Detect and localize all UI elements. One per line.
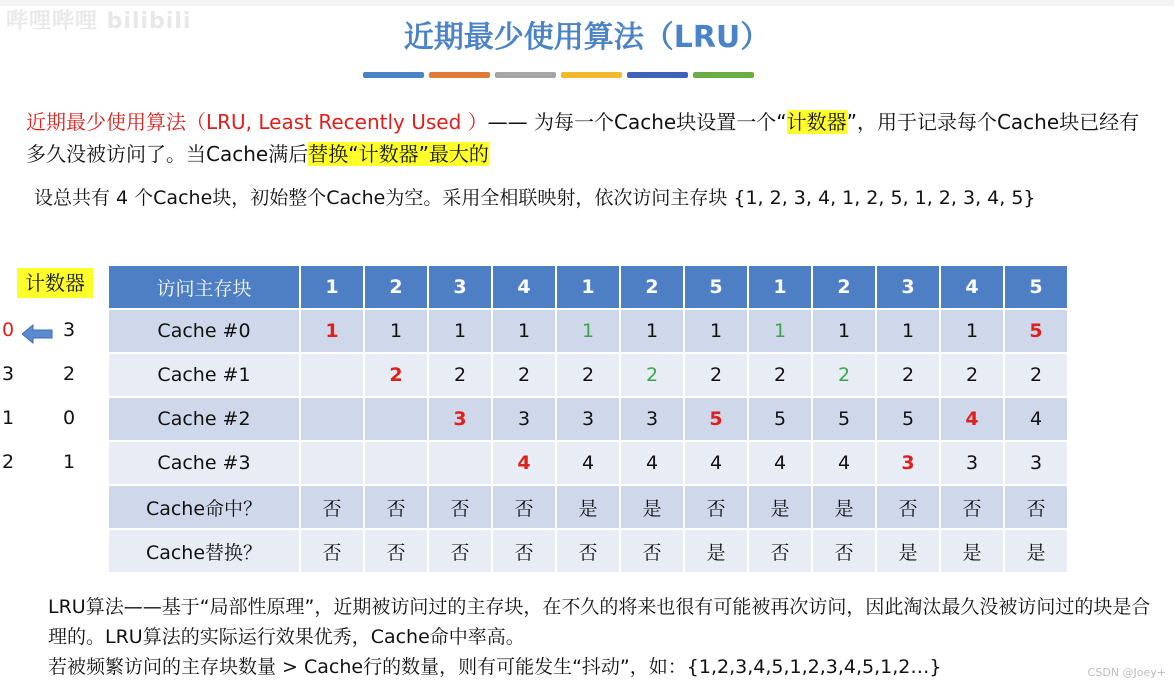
- conclusion-line-1: LRU算法——基于“局部性原理”，近期被访问过的主存块，在不久的将来也很有可能被再次访问，因此淘汰最久没被访问过的块是合理的。LRU算法的实际运行效果优秀，Cache命中率高。: [48, 596, 1151, 648]
- access-block-header: 1: [557, 266, 619, 308]
- table-cell: 2: [877, 354, 939, 396]
- table-cell: 1: [877, 310, 939, 352]
- table-cell: 3: [941, 442, 1003, 484]
- access-block-header: 5: [1005, 266, 1067, 308]
- table-row: [109, 442, 1067, 484]
- table-cell: 4: [813, 442, 875, 484]
- counter-old-value: 3: [2, 363, 15, 385]
- table-cell: 5: [877, 398, 939, 440]
- table-cell: 否: [493, 486, 555, 528]
- counter-new-value: 0: [63, 407, 76, 429]
- color-bar: [693, 72, 754, 78]
- table-cell: 3: [493, 398, 555, 440]
- counter-row: [0, 353, 100, 397]
- table-cell: 4: [557, 442, 619, 484]
- left-arrow-icon: [22, 324, 54, 344]
- highlight-counter: 计数器: [786, 110, 847, 134]
- table-cell: 5: [813, 398, 875, 440]
- conclusion-paragraph: [48, 592, 1163, 682]
- access-block-header: 2: [813, 266, 875, 308]
- table-cell: 是: [877, 530, 939, 572]
- table-cell: [365, 398, 427, 440]
- table-cell: 1: [685, 310, 747, 352]
- table-cell: 是: [557, 486, 619, 528]
- counter-new-value: 1: [63, 451, 76, 473]
- table-cell: 是: [941, 530, 1003, 572]
- color-bar: [627, 72, 688, 78]
- table-cell: 2: [621, 354, 683, 396]
- table-row: [109, 398, 1067, 440]
- table-cell: 3: [429, 398, 491, 440]
- table-cell: 4: [749, 442, 811, 484]
- counter-new-value: 2: [63, 363, 76, 385]
- lru-term: 近期最少使用算法（LRU, Least Recently Used ）: [26, 110, 488, 134]
- access-block-header: 1: [301, 266, 363, 308]
- color-bar: [429, 72, 490, 78]
- counter-row: [0, 309, 100, 353]
- table-cell: 否: [365, 486, 427, 528]
- table-cell: 5: [749, 398, 811, 440]
- table-cell: 1: [749, 310, 811, 352]
- table-cell: 否: [493, 530, 555, 572]
- table-cell: 否: [1005, 486, 1067, 528]
- access-block-header: 2: [621, 266, 683, 308]
- table-cell: 2: [813, 354, 875, 396]
- table-cell: 1: [365, 310, 427, 352]
- table-cell: 否: [301, 486, 363, 528]
- table-cell: 1: [941, 310, 1003, 352]
- table-cell: [301, 354, 363, 396]
- table-cell: [301, 442, 363, 484]
- intro-paragraph: [26, 106, 1146, 170]
- table-cell: 5: [685, 398, 747, 440]
- row-label: Cache #3: [109, 442, 299, 484]
- table-row: [109, 310, 1067, 352]
- intro-text-2: ”，用于记录每个Cache块已经有多久没被访问了。当Cache满后: [26, 110, 1140, 166]
- table-cell: [429, 442, 491, 484]
- access-block-header: 3: [429, 266, 491, 308]
- table-header-row: [109, 266, 1067, 308]
- table-cell: 否: [429, 486, 491, 528]
- table-cell: [365, 442, 427, 484]
- counter-old-value: 2: [2, 451, 15, 473]
- table-cell: 否: [301, 530, 363, 572]
- table-cell: 否: [685, 486, 747, 528]
- intro-text-1: —— 为每一个Cache块设置一个“: [487, 110, 787, 134]
- table-cell: 4: [1005, 398, 1067, 440]
- table-row: [109, 486, 1067, 528]
- table-cell: 3: [1005, 442, 1067, 484]
- conclusion-line-2: 若被频繁访问的主存块数量 > Cache行的数量，则有可能发生“抖动”，如：{1,2,3,4,5,1,2,3,4,5,1,2…}: [48, 656, 942, 678]
- table-cell: 1: [429, 310, 491, 352]
- table-cell: 2: [685, 354, 747, 396]
- table-cell: 否: [429, 530, 491, 572]
- table-cell: 2: [557, 354, 619, 396]
- setup-paragraph: 设总共有 4 个Cache块，初始整个Cache为空。采用全相联映射，依次访问主存块 {1, 2, 3, 4, 1, 2, 5, 1, 2, 3, 4, 5}: [34, 187, 1036, 209]
- table-cell: 否: [749, 530, 811, 572]
- access-block-header: 5: [685, 266, 747, 308]
- header-label: 访问主存块: [109, 266, 299, 308]
- table-cell: 2: [749, 354, 811, 396]
- table-cell: 4: [621, 442, 683, 484]
- table-cell: 1: [813, 310, 875, 352]
- row-label: Cache替换？: [109, 530, 299, 572]
- table-cell: 是: [749, 486, 811, 528]
- access-block-header: 3: [877, 266, 939, 308]
- access-block-header: 2: [365, 266, 427, 308]
- table-cell: 3: [877, 442, 939, 484]
- table-cell: 否: [941, 486, 1003, 528]
- table-cell: 是: [621, 486, 683, 528]
- counter-label: 计数器: [17, 268, 93, 298]
- table-cell: 是: [1005, 530, 1067, 572]
- table-cell: 否: [813, 530, 875, 572]
- counter-row: [0, 441, 100, 485]
- row-label: Cache命中？: [109, 486, 299, 528]
- color-bar: [495, 72, 556, 78]
- slide-title: 近期最少使用算法（LRU）: [403, 20, 771, 55]
- table-cell: 否: [365, 530, 427, 572]
- table-cell: 否: [877, 486, 939, 528]
- counter-old-value: 0: [2, 319, 15, 341]
- table-cell: 3: [621, 398, 683, 440]
- bilibili-watermark: 哔哩哔哩 bilibili: [6, 9, 192, 34]
- color-bars: [363, 72, 754, 78]
- counter-row: [0, 397, 100, 441]
- lru-table: [107, 264, 1069, 574]
- color-bar: [363, 72, 424, 78]
- table-cell: 否: [557, 530, 619, 572]
- row-label: Cache #0: [109, 310, 299, 352]
- table-cell: 是: [813, 486, 875, 528]
- table-cell: 2: [493, 354, 555, 396]
- access-block-header: 1: [749, 266, 811, 308]
- access-block-header: 4: [493, 266, 555, 308]
- table-cell: 4: [941, 398, 1003, 440]
- table-cell: 是: [685, 530, 747, 572]
- table-cell: 1: [621, 310, 683, 352]
- color-bar: [561, 72, 622, 78]
- table-cell: 2: [1005, 354, 1067, 396]
- table-cell: 否: [621, 530, 683, 572]
- row-label: Cache #2: [109, 398, 299, 440]
- csdn-credit: CSDN @Joey+: [1087, 666, 1166, 679]
- table-cell: 2: [429, 354, 491, 396]
- table-cell: 1: [301, 310, 363, 352]
- access-block-header: 4: [941, 266, 1003, 308]
- table-row: [109, 530, 1067, 572]
- table-cell: 4: [493, 442, 555, 484]
- table-cell: 1: [493, 310, 555, 352]
- row-label: Cache #1: [109, 354, 299, 396]
- table-cell: 5: [1005, 310, 1067, 352]
- table-cell: 2: [365, 354, 427, 396]
- table-cell: [301, 398, 363, 440]
- table-cell: 3: [557, 398, 619, 440]
- table-cell: 4: [685, 442, 747, 484]
- counter-new-value: 3: [63, 319, 76, 341]
- counter-old-value: 1: [2, 407, 15, 429]
- highlight-replace-rule: 替换“计数器”最大的: [308, 142, 489, 166]
- table-cell: 2: [941, 354, 1003, 396]
- table-cell: 1: [557, 310, 619, 352]
- table-row: [109, 354, 1067, 396]
